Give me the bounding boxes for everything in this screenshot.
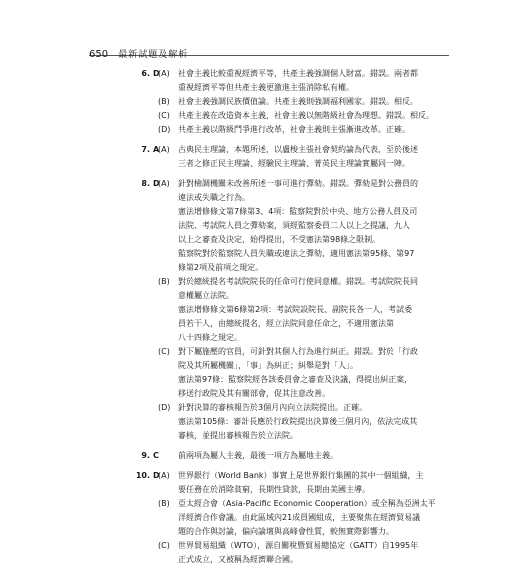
book-title: 最新試題及解析 — [118, 50, 189, 60]
explanation-line: 世界貿易組織（WTO），源自關稅暨貿易總協定（GATT）自1995年 — [178, 541, 419, 550]
option-explanation — [158, 275, 442, 345]
explanation-line: 題的合作與討論，偏向論壇與高峰會性質，較無實際影響力。 — [178, 527, 394, 536]
explanation-line: 三者之修正民主理論、經驗民主理論、菁英民主理論實屬同一陣。 — [178, 159, 410, 168]
explanation-line: 對於總統提名考試院院長的任命可行使同意權。錯誤。考試院院長同 — [178, 277, 418, 286]
explanation-line: 古典民主理論，本題所述，以盧梭主張社會契約論為代表，至於後述 — [178, 145, 418, 154]
explanation-line: 監察院對於監察院人員失職或違法之彈劾，適用憲法第95條、第97 — [178, 249, 415, 258]
question-item — [130, 449, 442, 463]
option-label: (A) — [158, 145, 170, 154]
option-explanation — [158, 109, 442, 123]
option-explanation — [158, 497, 442, 539]
question-item — [130, 469, 442, 567]
explanation-line: 意權屬立法院。 — [178, 291, 234, 300]
explanation-line: 洋經濟合作會議。由此區域內21成員國組成，主要聚焦在經濟貿易議 — [178, 513, 421, 522]
explanation-line: 社會主義比較重視經濟平等，共產主義強調個人財富。錯誤。兩者都 — [178, 69, 418, 78]
question-number: 7. — [141, 145, 150, 154]
explanation-line: 審核，並提出審核報告於立法院。 — [178, 431, 298, 440]
option-label: (B) — [158, 499, 170, 508]
answer-letter: D — [153, 471, 160, 480]
option-label: (A) — [158, 471, 170, 480]
explanation-line: 針對決算的審核報告於3個月內向立法院提出。正確。 — [178, 403, 368, 412]
answer-letter: D — [153, 69, 160, 78]
option-label: (D) — [158, 125, 171, 134]
explanation-line: 院及其所屬機關」，「事」為糾正；糾舉是對「人」。 — [178, 361, 358, 370]
option-label: (A) — [158, 69, 170, 78]
page-number: 650 — [89, 49, 109, 60]
question-item — [130, 143, 442, 171]
question-item — [130, 67, 442, 137]
explanation-line: 法院、考試院人員之彈劾案，須經監察委員二人以上之提議，九人 — [178, 221, 410, 230]
explanation-line: 對下屬施壓的官員，可針對其個人行為進行糾正。錯誤。對於「行政 — [178, 347, 418, 356]
option-explanation — [158, 401, 442, 443]
explanation-line: 員若干人，由總統提名，經立法院同意任命之，不適用憲法第 — [178, 319, 394, 328]
explanation-line: 共產主義以階級鬥爭進行改革，社會主義則主張漸進改革。正確。 — [178, 125, 410, 134]
question-item — [130, 177, 442, 443]
option-label: (C) — [158, 111, 170, 120]
answer-list — [130, 67, 442, 573]
option-label: (C) — [158, 347, 170, 356]
explanation-line: 共產主義在改造資本主義，社會主義以無階級社會為理想。錯誤。相反。 — [178, 111, 434, 120]
option-label: (C) — [158, 541, 170, 550]
answer-letter: A — [153, 145, 160, 154]
option-explanation — [158, 177, 442, 275]
option-explanation — [158, 469, 442, 497]
page-header — [89, 42, 449, 60]
question-number: 6. — [141, 69, 150, 78]
explanation-line: 以上之審查及決定，始得提出，不受憲法第98條之限制。 — [178, 235, 381, 244]
question-number: 9. — [141, 451, 150, 460]
option-explanation — [158, 95, 442, 109]
explanation-line: 正式成立，又被稱為經濟聯合國。 — [178, 555, 298, 564]
option-explanation — [158, 539, 442, 567]
option-label: (D) — [158, 403, 171, 412]
explanation-line: 重視經濟平等但共產主義更激進主張消除私有權。 — [178, 83, 354, 92]
explanation-line: 世界銀行（World Bank）事實上是世界銀行集團的其中一個組織，主 — [178, 471, 424, 480]
answer-letter: D — [153, 179, 160, 188]
option-explanation — [158, 67, 442, 95]
explanation-line: 前兩項為屬人主義，最後一項方為屬地主義。 — [178, 451, 338, 460]
option-explanation — [178, 449, 442, 463]
explanation-line: 社會主義強調民族價值論。共產主義則強調福利國家。錯誤。相反。 — [178, 97, 418, 106]
explanation-line: 違法或失職之行為。 — [178, 193, 250, 202]
option-label: (B) — [158, 97, 170, 106]
option-label: (B) — [158, 277, 170, 286]
explanation-line: 條第2項及前項之規定。 — [178, 263, 264, 272]
option-explanation — [158, 143, 442, 171]
question-number: 10. — [135, 471, 150, 480]
explanation-line: 移送行政院及其有關部會，促其注意改善。 — [178, 389, 330, 398]
option-explanation — [158, 123, 442, 137]
explanation-line: 憲法第105條：審計長應於行政院提出決算後三個月內，依法完成其 — [178, 417, 418, 426]
option-label: (A) — [158, 179, 170, 188]
answer-letter: C — [153, 451, 159, 460]
explanation-line: 針對檢調機關未改善所述一事可進行彈劾。錯誤。彈劾是對公務員的 — [178, 179, 418, 188]
option-explanation — [158, 345, 442, 401]
question-number: 8. — [141, 179, 150, 188]
explanation-line: 要任務在於消除貧窮，長期性貸款，長期由美國主導。 — [178, 485, 370, 494]
explanation-line: 八十四條之規定。 — [178, 333, 242, 342]
explanation-line: 憲法增修條文第7條第3、4項：監察院對於中央、地方公務人員及司 — [178, 207, 418, 216]
explanation-line: 憲法第97條：監察院經各該委員會之審查及決議，得提出糾正案， — [178, 375, 413, 384]
explanation-line: 亞太經合會（Asia-Pacific Economic Cooperation）或全稱為亞洲太平 — [178, 499, 436, 508]
explanation-line: 憲法增修條文第6條第2項：考試院設院長、副院長各一人，考試委 — [178, 305, 413, 314]
